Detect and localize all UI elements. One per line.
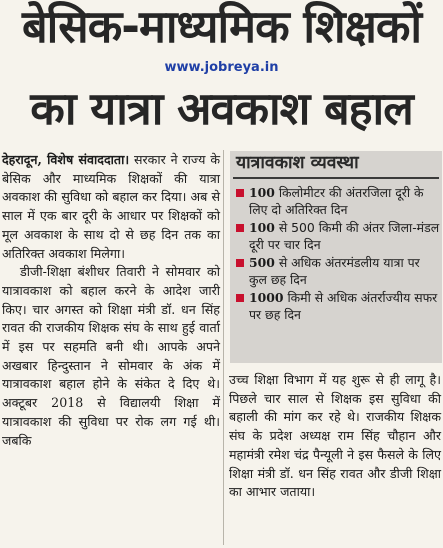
site-watermark: www.jobreya.in <box>164 60 279 75</box>
paragraph-1 <box>2 151 220 263</box>
article-left-column <box>2 151 220 450</box>
paragraph-1-text: सरकार ने राज्य के बेसिक और माध्यमिक शिक्षकों की यात्रा अवकाश की सुविधा को बहाल कर दिया। अब से साल में एक बार दूरी के आधार पर शिक्षकों को मूल अवकाश के साथ दो से छह दिन तक का अतिरिक्त अवकाश मिलेगा। <box>2 152 220 261</box>
info-box-item: 1000 किमी से अधिक अंतर्राज्यीय सफर पर छह दिन <box>236 289 441 323</box>
paragraph-2 <box>2 263 220 450</box>
info-box-item: 500 से अधिक अंतरमंडलीय यात्रा पर कुल छह दिन <box>236 254 441 288</box>
headline-line-2: का यात्रा अवकाश बहाल <box>30 82 413 135</box>
headline-line-1: बेसिक-माध्यमिक शिक्षकों <box>21 0 422 53</box>
bullet-square-icon <box>236 294 244 302</box>
info-box-item: 100 किलोमीटर की अंतरजिला दूरी के लिए दो अतिरिक्त दिन <box>236 184 441 218</box>
article-right-column: उच्च शिक्षा विभाग में यह शुरू से ही लागू है। पिछले चार साल से शिक्षक इस सुविधा की बहाली की मांग कर रहे थे। राजकीय शिक्षक संघ के प्रदेश अध्यक्ष राम सिंह चौहान और महामंत्री रमेश चंद्र पैन्यूली ने इस फैसले के लिए शिक्षा मंत्री डॉ. धन सिंह रावत और डीजी शिक्षा का आभार जताया। <box>229 372 441 500</box>
bullet-square-icon <box>236 189 244 197</box>
column-divider <box>223 150 224 545</box>
info-box-title: यात्रावकाश व्यवस्था <box>236 153 359 173</box>
paragraph-2-text: डीजी-शिक्षा बंशीधर तिवारी ने सोमवार को यात्रावकाश को बहाल करने के आदेश जारी किए। चार अगस्त को शिक्षा मंत्री डॉ. धन सिंह रावत की राजकीय शिक्षक संघ के साथ हुई वार्ता में इस पर सहमति बनी थी। आपके अपने अखबार हिन्दुस्तान ने सोमवार के अंक में यात्रावकाश बहाल होने के संकेत दे दिए थे।अक्टूबर 2018 से विद्यालयी शिक्षा में यात्रावकाश की सुविधा पर रोक लग गई थी। जबकि <box>2 264 220 448</box>
dateline: देहरादून, विशेष संवाददाता। <box>2 152 130 167</box>
bullet-square-icon <box>236 224 244 232</box>
info-box-item: 100 से 500 किमी की अंतर जिला-मंडल दूरी पर चार दिन <box>236 219 441 253</box>
info-box-list <box>236 184 441 324</box>
bullet-square-icon <box>236 259 244 267</box>
info-box-title-rule <box>233 177 439 179</box>
